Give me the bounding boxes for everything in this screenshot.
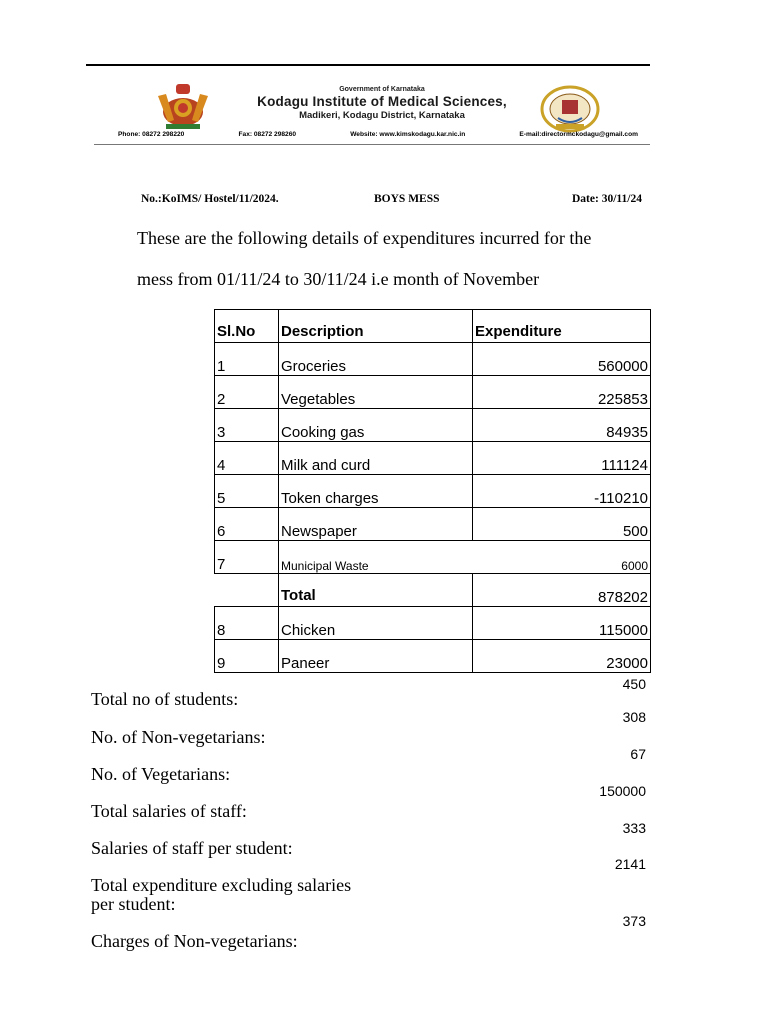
contact-line (118, 131, 638, 138)
row-amount: 111124 (473, 442, 651, 475)
table-row (215, 376, 651, 409)
total-label: Total (279, 574, 473, 607)
subject: BOYS MESS (374, 193, 440, 205)
non-veg-count-value: 308 (622, 709, 646, 725)
header-rule (94, 144, 650, 145)
email-link[interactable]: E-mail:directormckodagu@gmail.com (519, 131, 638, 138)
row-description: Groceries (279, 343, 473, 376)
non-veg-charges-value: 373 (622, 913, 646, 929)
row-slno: 7 (215, 541, 279, 574)
veg-count-label: No. of Vegetarians: (91, 764, 231, 784)
row-amount: 84935 (473, 409, 651, 442)
expenditure-table (214, 309, 651, 673)
row-slno: 4 (215, 442, 279, 475)
expenditure-per-student-value: 2141 (614, 856, 646, 872)
intro-line-2: mess from 01/11/24 to 30/11/24 i.e month of November (137, 269, 540, 289)
row-slno: 2 (215, 376, 279, 409)
row-slno: 8 (215, 607, 279, 640)
table-row (215, 541, 651, 574)
non-veg-charges-label: Charges of Non-vegetarians: (91, 931, 298, 951)
row-amount: 500 (473, 508, 651, 541)
phone-text: Phone: 08272 298220 (118, 131, 185, 138)
institute-name: Kodagu Institute of Medical Sciences, (257, 94, 507, 109)
intro-line-1: These are the following details of expenditures incurred for the (137, 228, 592, 248)
reference-number: No.:KoIMS/ Hostel/11/2024. (141, 193, 279, 205)
salary-per-student-label: Salaries of staff per student: (91, 838, 293, 858)
expenditure-per-student-line-1: Total expenditure excluding salaries (91, 875, 352, 895)
row-amount: 560000 (473, 343, 651, 376)
header-description: Description (279, 310, 473, 343)
total-students-label: Total no of students: (91, 689, 239, 709)
row-slno: 3 (215, 409, 279, 442)
total-students-value: 450 (622, 676, 646, 692)
total-salaries-label: Total salaries of staff: (91, 801, 247, 821)
row-description: Newspaper (279, 508, 473, 541)
row-amount: 115000 (473, 607, 651, 640)
table-row (215, 409, 651, 442)
total-blank-cell (215, 574, 279, 607)
row-description: Cooking gas (279, 409, 473, 442)
row-amount: 23000 (473, 640, 651, 673)
table-header-row (215, 310, 651, 343)
veg-count-value: 67 (630, 746, 646, 762)
row-description: Chicken (279, 607, 473, 640)
row-amount: 225853 (473, 376, 651, 409)
row-amount: 6000 (473, 541, 651, 574)
header-slno: Sl.No (215, 310, 279, 343)
salary-per-student-value: 333 (622, 820, 646, 836)
row-slno: 1 (215, 343, 279, 376)
table-row (215, 442, 651, 475)
row-slno: 5 (215, 475, 279, 508)
row-slno: 9 (215, 640, 279, 673)
row-description: Municipal Waste (279, 541, 473, 574)
table-row (215, 343, 651, 376)
expenditure-per-student-line-2: per student: (91, 894, 176, 914)
government-label: Government of Karnataka (339, 86, 425, 93)
college-logo-icon (538, 84, 602, 134)
total-amount: 878202 (473, 574, 651, 607)
table-row (215, 640, 651, 673)
table-row (215, 607, 651, 640)
row-description: Milk and curd (279, 442, 473, 475)
table-total-row (215, 574, 651, 607)
top-rule (86, 64, 650, 66)
fax-text: Fax: 08272 298260 (238, 131, 297, 138)
header-expenditure: Expenditure (473, 310, 651, 343)
table-row (215, 475, 651, 508)
row-description: Token charges (279, 475, 473, 508)
row-slno: 6 (215, 508, 279, 541)
row-amount: -110210 (473, 475, 651, 508)
total-salaries-value: 150000 (599, 783, 646, 799)
table-row (215, 508, 651, 541)
letterhead (92, 80, 652, 144)
expenditure-per-student-label (91, 876, 351, 914)
karnataka-emblem-icon (152, 82, 214, 130)
letter-date: Date: 30/11/24 (572, 193, 642, 205)
row-description: Paneer (279, 640, 473, 673)
row-description: Vegetables (279, 376, 473, 409)
institute-address: Madikeri, Kodagu District, Karnataka (299, 110, 465, 121)
website-link[interactable]: Website: www.kimskodagu.kar.nic.in (350, 131, 466, 138)
non-veg-count-label: No. of Non-vegetarians: (91, 727, 266, 747)
letterhead-text (232, 86, 532, 121)
